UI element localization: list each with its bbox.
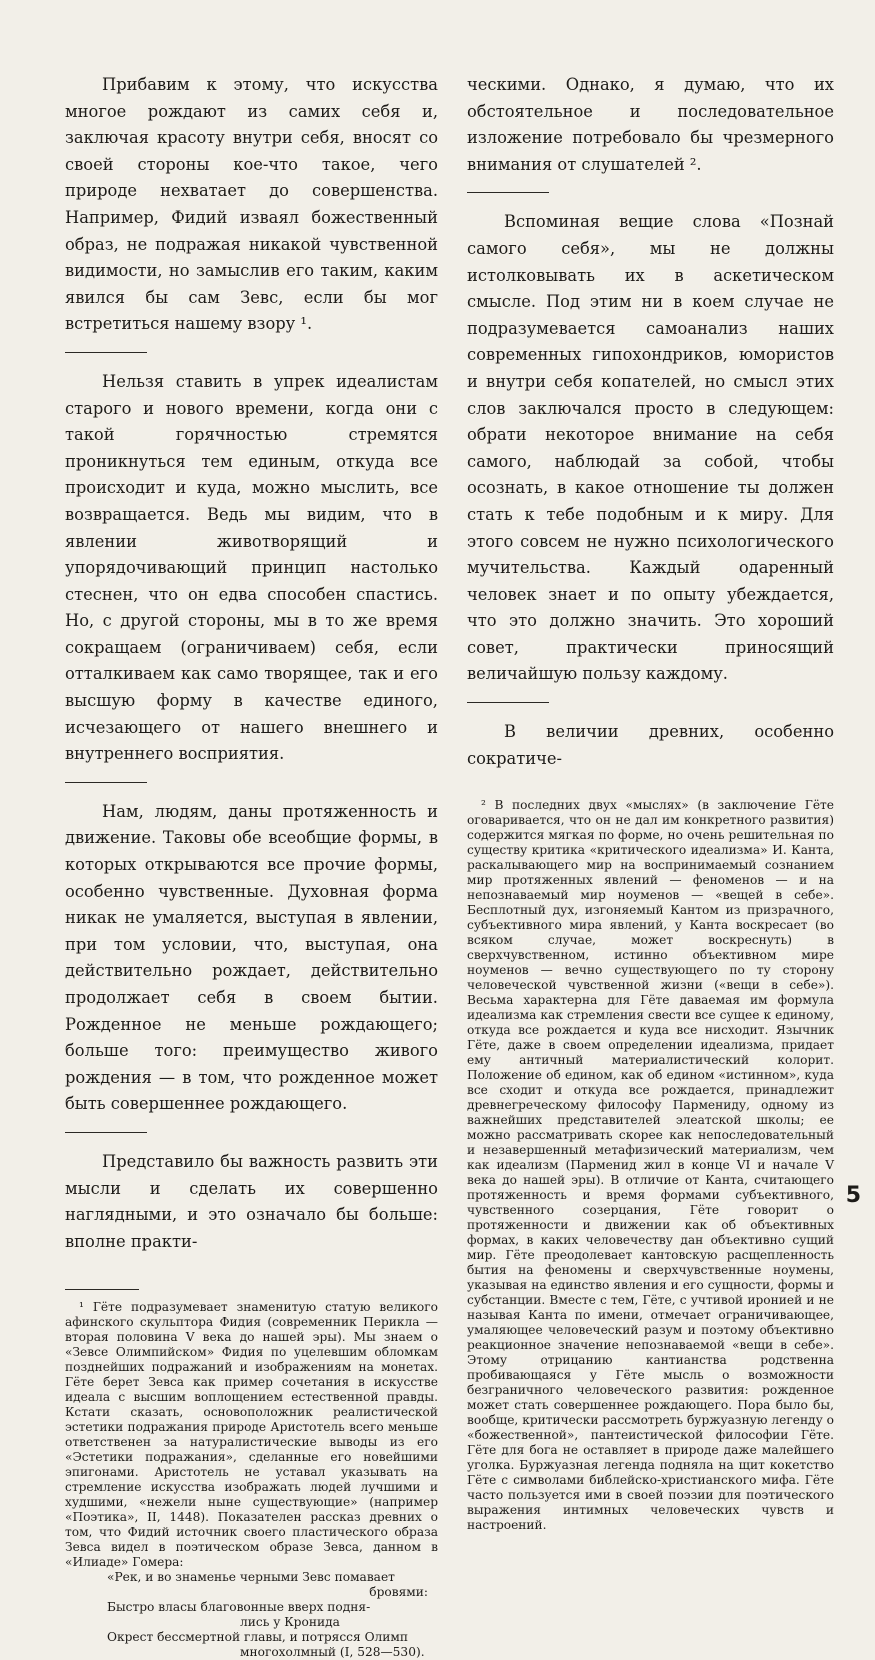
page-number: 5 — [845, 1183, 861, 1208]
paragraph: Нельзя ставить в упрек идеалистам старого и нового времени, когда они с такой горячностью стремятся проникнуться тем единым, откуда все происходит и куда, можно мыслить, все возвращается. Ведь мы видим, что в явлении животворящий и упорядочивающий принцип настолько стеснен, что он едва способен спастись. Но, с другой стороны, мы в то же время сокращаем (ограничиваем) себя, если отталкиваем как само творящее, так и его высшую форму в качестве единого, исчезающего от нашего внешнего и внутреннего восприятия. — [65, 371, 438, 764]
footnote-2: ² В последних двух «мыслях» (в заключение Гёте оговаривается, что он не дал им конкретного развития) содержится мягкая по форме, но очень решительная по существу критика «критического идеализма» И. Канта, раскалывающего мир на воспринимаемый сознанием мир протяженных явлений — феноменов — и на непознаваемый мир ноуменов — «вещей в себе». Бесплотный дух, изгоняемый Кантом из призрачного, субъективного мира явлений, у Канта воскресает (во всяком случае, может воскреснуть) в сверхчувственном, истинно объективном мире ноуменов — вечно существующего по ту сторону человеческой чувственной жизни («вещи в себе»). Весьма характерна для Гёте даваемая им формула идеализма как стремления свести все сущее к единому, откуда все рождается и куда все нисходит. Язычник Гёте, даже в своем определении идеализма, придает ему античный материалистический колорит. Положение об едином, как об едином «истинном», куда все сходит и откуда все рождается, принадлежит древнегреческому философу Пармениду, одному из важнейших представителей элеатской школы; ее можно рассматривать скорее как непоследовательный и незавершенный метафизический материализм, чем как идеализм (Парменид жил в конце VI и начале V века до нашей эры). В отличие от Канта, считающего протяженность и время формами субъективного, чувственного созерцания, Гёте говорит о протяженности и движении как об объективных формах, в каких человечеству дан объективно сущий мир. Гёте преодолевает кантовскую расщепленность бытия на феномены и сверхчувственные ноумены, указывая на единство явления и его сущности, формы и субстанции. Вместе с тем, Гёте, с учтивой иронией и не называя Канта по имени, отмечает ограничивающее, умаляющее человеческий разум и поэтому объективно реакционное значение непознаваемой «вещи в себе». Этому отрицанию кантианства родственна пробивающаяся у Гёте мысль о возможности безграничного человеческого развития: рожденное может стать совершеннее рождающего. Пора было бы, вообще, критически рассмотреть буржуазную легенду о «божественной», пантеистической философии Гёте. Гёте для бога не оставляет в природе даже малейшего уголка. Буржуазная легенда подняла на щит кокетство Гёте с символами библейско-христианского мифа. Гёте часто пользуется ими в своей поэзии для поэтического выражения интимных человеческих чувств и настроений. — [467, 798, 834, 1533]
section-divider — [65, 352, 147, 353]
verse-line: многохолмный (I, 528—530). — [240, 1645, 425, 1660]
verse-line: «Рек, и во знаменье черными Зевс помавает — [107, 1570, 395, 1585]
paragraph: Нам, людям, даны протяженность и движение. Таковы обе всеобщие формы, в которых открываются все прочие формы, особенно чувственные. Духовная форма никак не умаляется, выступая в явлении, при том условии, что, выступая, она действительно рождает, действительно продолжает себя в своем бытии. Рожденное не меньше рождающего; больше того: преимущество живого рождения — в том, что рожденное может быть совершеннее рождающего. — [65, 801, 438, 1114]
footnote-rule — [65, 1289, 139, 1290]
footnote-1: ¹ Гёте подразумевает знаменитую статую великого афинского скульптора Фидия (современник Перикла — вторая половина V века до нашей эры). Мы знаем о «Зевсе Олимпийском» Фидия по уцелевшим обломкам позднейших подражаний и изображениям на монетах. Гёте берет Зевса как пример сочетания в искусстве идеала с высшим воплощением естественной правды. Кстати сказать, основоположник реалистической эстетики подражания природе Аристотель всего меньше ответственен за натуралистические выводы из его «Эстетики подражания», сделанные его новейшими эпигонами. Аристотель не уставал указывать на стремление искусства изображать людей лучшими и худшими, «нежели ныне существующие» (например «Поэтика», II, 1448). Показателен рассказ древних о том, что Фидий источник своего пластического образа Зевса видел в поэтическом образе Зевса, данном в «Илиаде» Гомера: — [65, 1300, 438, 1570]
section-divider — [65, 782, 147, 783]
verse-line: Быстро власы благовонные вверх подня- — [107, 1600, 371, 1615]
paragraph: В величии древних, особенно сократиче- — [467, 722, 834, 768]
left-column — [65, 72, 438, 1660]
verse-line: лись у Кронида — [240, 1615, 340, 1630]
paragraph: Прибавим к этому, что искусства многое рождают из самих себя и, заключая красоту внутри себя, вносят со своей стороны кое-что такое, чего природе нехватает до совершенства. Например, Фидий изваял божественный образ, не подражая никакой чувственной видимости, но замыслив его таким, каким явился бы сам Зевс, если бы мог встретиться нашему взору ¹. — [65, 75, 438, 334]
verse-line: бровями: — [369, 1585, 428, 1600]
right-column — [467, 72, 834, 1533]
section-divider — [467, 702, 549, 703]
verse-quote — [65, 1570, 438, 1660]
verse-line: Окрест бессмертной главы, и потрясся Олимп — [107, 1630, 409, 1645]
paragraph: Вспоминая вещие слова «Познай самого себя», мы не должны истолковывать их в аскетическом смысле. Под этим ни в коем случае не подразумевается самоанализ наших современных гипохондриков, юмористов и внутри себя копателей, но смысл этих слов заключался просто в следующем: обрати некоторое внимание на себя самого, наблюдай за собой, чтобы осознать, в какое отношение ты должен стать к тебе подобным и к миру. Для этого совсем не нужно психологического мучительства. Каждый одаренный человек знает и по опыту убеждается, что это должно значить. Это хороший совет, практически приносящий величайшую пользу каждому. — [467, 212, 834, 684]
paragraph: ческими. Однако, я думаю, что их обстоятельное и последовательное изложение потребовало бы чрезмерного внимания от слушателей ². — [467, 75, 834, 174]
section-divider — [65, 1132, 147, 1133]
section-divider — [467, 192, 549, 193]
paragraph: Представило бы важность развить эти мысли и сделать их совершенно наглядными, и это означало бы больше: вполне практи- — [65, 1151, 438, 1251]
